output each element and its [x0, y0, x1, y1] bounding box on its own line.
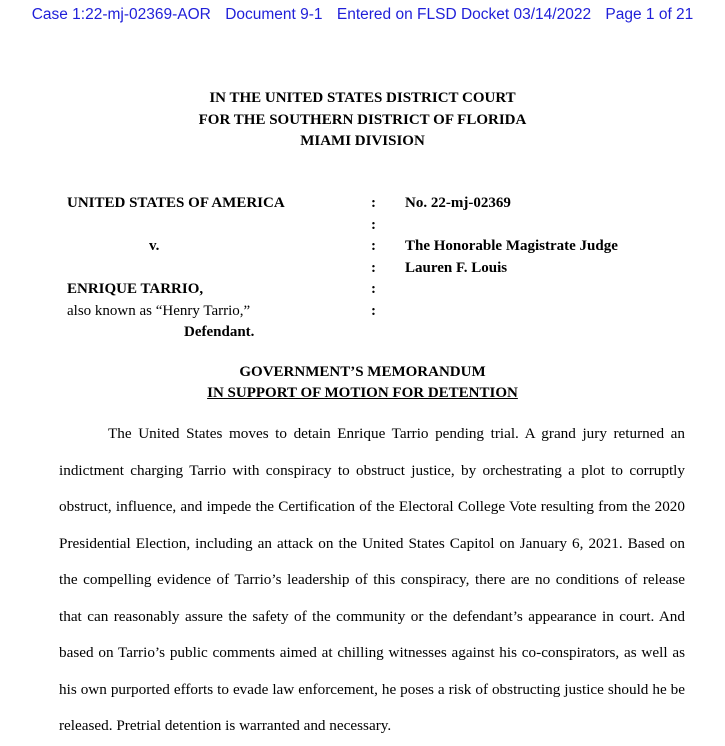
court-heading-line-1: IN THE UNITED STATES DISTRICT COURT — [209, 90, 516, 106]
caption-colon-column — [371, 193, 376, 322]
case-number: No. 22-mj-02369 — [405, 195, 511, 211]
court-heading-line-3: MIAMI DIVISION — [300, 133, 425, 149]
caption-colon: : — [371, 238, 376, 254]
versus-label: v. — [149, 238, 160, 254]
memorandum-title — [0, 362, 725, 404]
judge-name: Lauren F. Louis — [405, 259, 508, 276]
docket-header-stamp — [0, 6, 725, 24]
court-heading-line-2: FOR THE SOUTHERN DISTRICT OF FLORIDA — [198, 111, 527, 128]
judge-title: The Honorable Magistrate Judge — [405, 238, 618, 254]
defendant-name: ENRIQUE TARRIO, — [67, 281, 204, 297]
caption-colon: : — [371, 302, 376, 319]
caption-colon: : — [371, 216, 376, 233]
memorandum-title-line: GOVERNMENT’S MEMORANDUM — [239, 364, 486, 380]
body-paragraph: The United States moves to detain Enrique Tarrio pending trial. A grand jury returned an indictment charging Tarrio with conspiracy to obstruct justice, by orchestrating a plot to corruptly obstruct, influence, and impede the Certification of the Electoral College Vote resulting from the 2020 Presidential Election, including an attack on the United States Capitol on January 6, 2021. Based on the compelling evidence of Tarrio’s leadership of this conspiracy, there are no conditions of release that can reasonably assure the safety of the community or the defendant’s appearance in court. And based on Tarrio’s public comments aimed at chilling witnesses against his co-conspirators, as well as his own purported efforts to evade law enforcement, he poses a risk of obstructing justice should he be released. Pretrial detention is warranted and necessary. — [59, 425, 685, 734]
docket-entry-stamp: Entered on FLSD Docket 03/14/2022 — [336, 6, 592, 23]
document-number-stamp: Document 9-1 — [225, 6, 323, 23]
page-number-stamp: Page 1 of 21 — [605, 6, 694, 23]
memorandum-subtitle: IN SUPPORT OF MOTION FOR DETENTION — [207, 385, 518, 401]
plaintiff-name: UNITED STATES OF AMERICA — [67, 195, 285, 211]
defendant-label: Defendant. — [184, 324, 255, 340]
caption-colon: : — [371, 195, 376, 211]
defendant-alias: also known as “Henry Tarrio,” — [67, 302, 251, 319]
caption-colon: : — [371, 259, 376, 276]
case-caption-parties — [67, 193, 285, 344]
case-number-stamp: Case 1:22-mj-02369-AOR — [31, 6, 211, 23]
caption-colon: : — [371, 281, 376, 297]
court-heading — [0, 88, 725, 153]
case-caption-details — [405, 193, 618, 279]
